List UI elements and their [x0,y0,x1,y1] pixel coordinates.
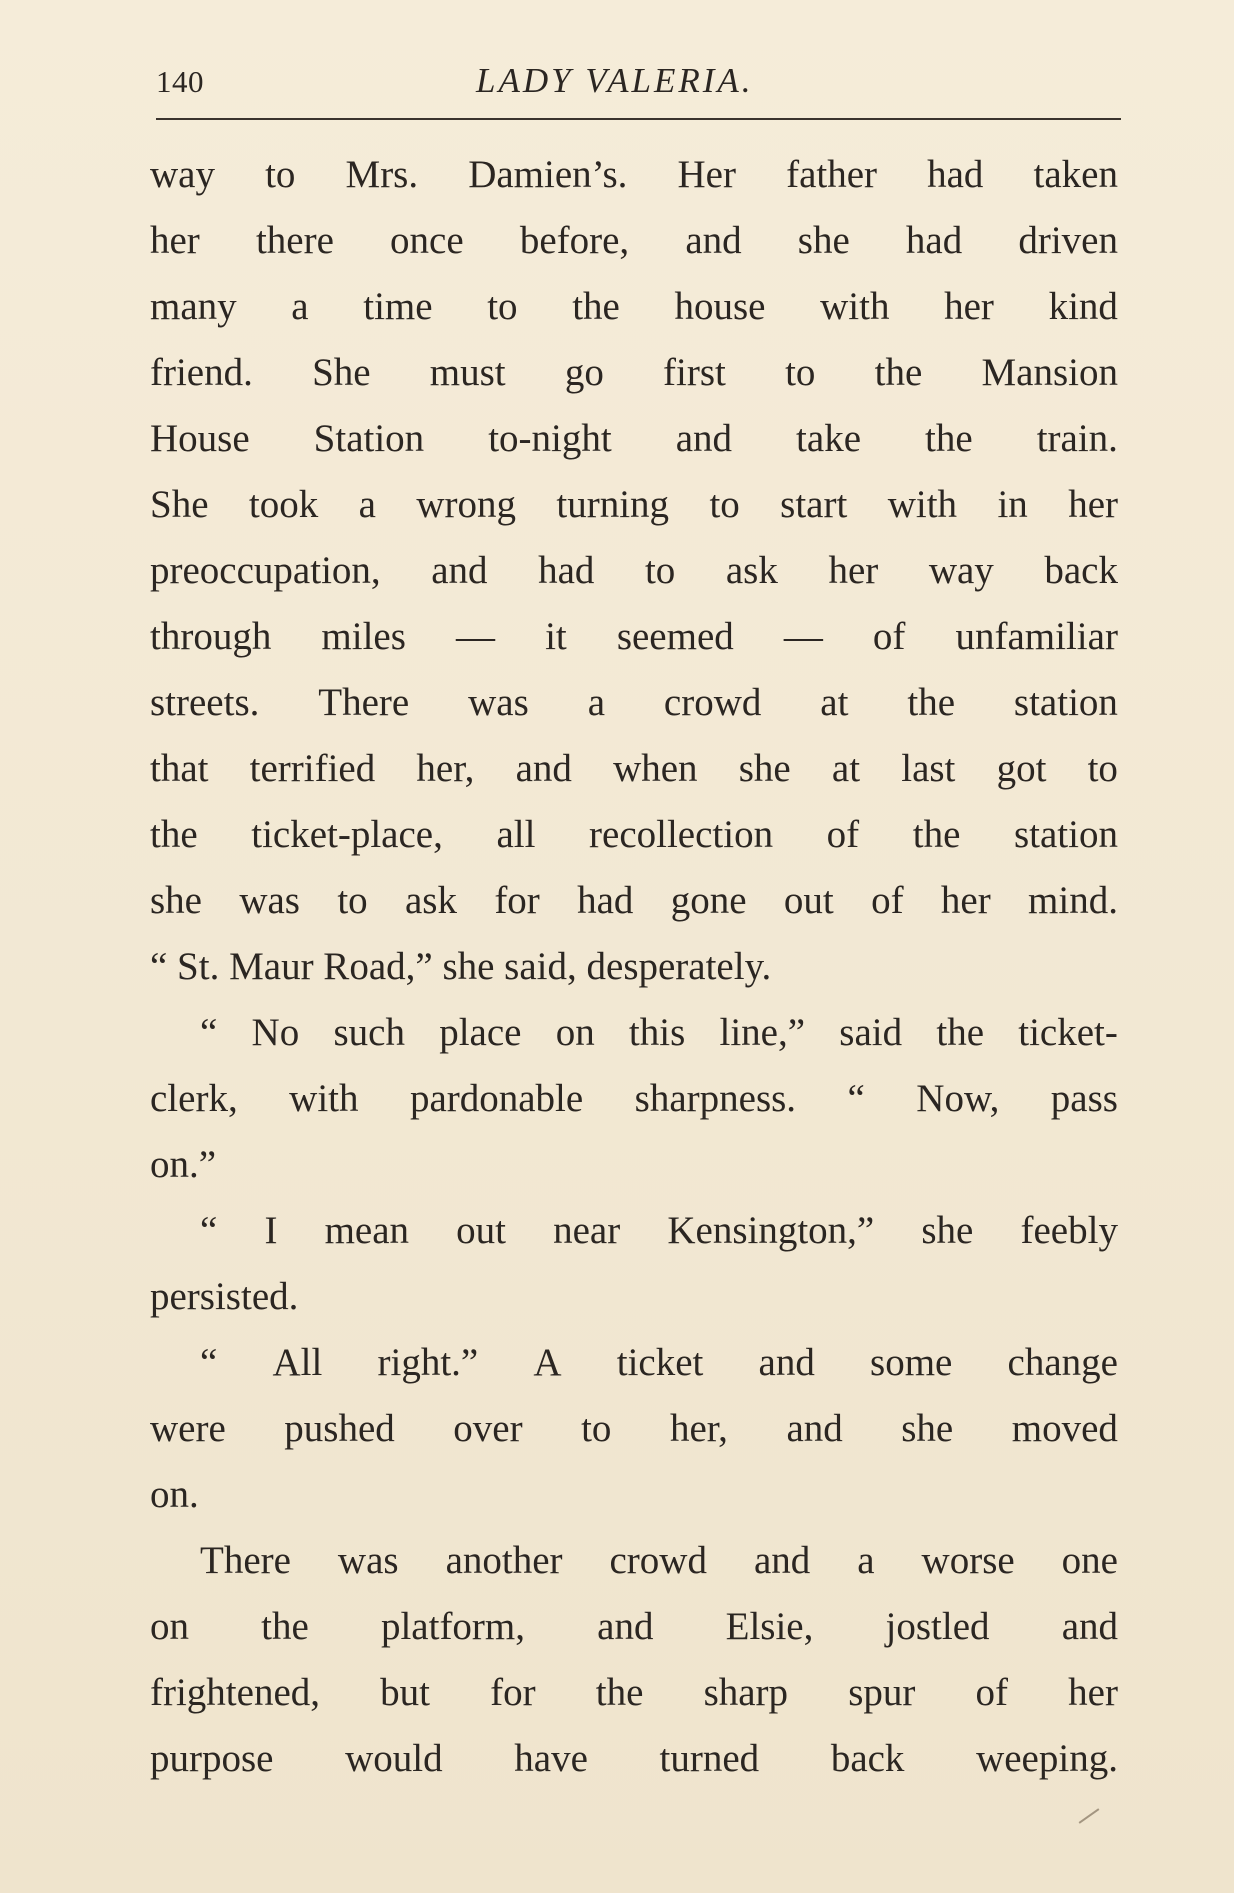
word: some [870,1340,953,1384]
text-line-content: “ St. Maur Road,” she said, desperately. [150,944,772,988]
word: I [264,1208,278,1252]
word: turned [659,1736,760,1780]
text-line-content: on. [150,1472,199,1516]
word: the [261,1604,309,1648]
word: line,” [719,1010,806,1054]
word: was [468,680,529,724]
word: turning [556,482,670,526]
text-line [150,537,1118,603]
text-line [150,1725,1118,1791]
word: this [628,1010,686,1054]
word: through [150,614,272,658]
word: for [490,1670,536,1714]
word: spur [848,1670,916,1714]
text-line [150,603,1118,669]
word: of [975,1670,1008,1714]
word: her [944,284,994,328]
word: was [239,878,300,922]
word: took [248,482,319,526]
word: pardonable [409,1076,584,1120]
word: of [871,878,904,922]
word: would [345,1736,443,1780]
word: friend. [150,350,253,394]
word: to [709,482,740,526]
word: back [830,1736,905,1780]
word: at [831,746,861,790]
word: all [496,812,536,856]
word: she [150,878,202,922]
word: her [150,218,200,262]
word: must [429,350,506,394]
word: a [857,1538,875,1582]
text-line [150,867,1118,933]
text-line [150,339,1118,405]
word: weeping. [976,1736,1118,1780]
word: crowd [663,680,762,724]
word: of [826,812,860,856]
word: of [872,614,906,658]
word: to [265,152,296,196]
word: feebly [1020,1208,1118,1252]
text-line [150,933,1118,999]
text-line [150,1329,1118,1395]
word: had [577,878,634,922]
word: to [644,548,676,592]
word: the [572,284,620,328]
word: many [150,284,237,328]
word: on [150,1604,189,1648]
word: before, [519,218,630,262]
header-rule [156,118,1121,120]
text-line [150,1395,1118,1461]
word: she [738,746,791,790]
word: the [936,1010,985,1054]
word: “ [200,1208,218,1252]
word: and [758,1340,815,1384]
text-line [150,1461,1118,1527]
word: near [553,1208,621,1252]
word: out [783,878,834,922]
word: ask [725,548,778,592]
word: a [358,482,376,526]
page-header [156,56,1121,108]
text-line [150,405,1118,471]
word: way [150,152,215,196]
word: miles [321,614,406,658]
text-line [150,207,1118,273]
word: taken [1033,152,1118,196]
word: mind. [1028,878,1118,922]
text-line [150,669,1118,735]
word: unfamiliar [955,614,1118,658]
word: and [786,1406,843,1450]
text-line [150,1131,1118,1197]
word: a [587,680,606,724]
text-line [150,1065,1118,1131]
word: sharp [703,1670,789,1714]
word: streets. [150,680,260,724]
word: and [597,1604,654,1648]
word: her [1068,482,1118,526]
word: She [150,482,209,526]
word: had [538,548,595,592]
word: way [928,548,994,592]
word: she [797,218,850,262]
word: gone [670,878,747,922]
running-title: LADY VALERIA. [476,61,754,100]
word: had [927,152,984,196]
word: over [453,1406,523,1450]
word: “ [200,1010,218,1054]
word: the [907,680,956,724]
text-line [150,141,1118,207]
word: Mansion [981,350,1118,394]
word: Damien’s. [468,152,628,196]
word: last [901,746,956,790]
word: platform, [380,1604,526,1648]
word: time [363,284,433,328]
word: her [828,548,879,592]
word: station [1013,812,1118,856]
page-number: 140 [156,64,204,99]
text-line [150,273,1118,339]
word: ask [404,878,457,922]
word: in [997,482,1028,526]
word: driven [1018,218,1118,262]
word: jostled [885,1604,990,1648]
word: and [431,548,488,592]
word: There [318,680,410,724]
word: frightened, [150,1670,321,1714]
word: the [925,416,973,460]
word: on [555,1010,595,1054]
word: station [1013,680,1118,724]
word: first [663,350,726,394]
word: terrified [249,746,376,790]
text-line [150,735,1118,801]
word: father [786,152,878,196]
word: were [150,1406,226,1450]
word: moved [1011,1406,1118,1450]
word: kind [1048,284,1118,328]
body-text [150,141,1118,1791]
word: at [820,680,849,724]
word: and [753,1538,811,1582]
text-line-content: on.” [150,1142,217,1186]
word: to [487,284,518,328]
word: change [1007,1340,1118,1384]
word: house [674,284,766,328]
word: ticket- [1018,1010,1118,1054]
word: Elsie, [725,1604,814,1648]
word: with [289,1076,359,1120]
word: a [291,284,309,328]
word: wrong [416,482,516,526]
word: — [783,614,823,658]
word: to [1087,746,1118,790]
word: Kensington,” [667,1208,875,1252]
word: clerk, [150,1076,238,1120]
word: preoccupation, [150,548,381,592]
word: for [494,878,540,922]
text-line [150,1263,1118,1329]
word: out [456,1208,506,1252]
word: purpose [150,1736,274,1780]
text-line [150,1593,1118,1659]
word: She [312,350,371,394]
word: she [921,1208,974,1252]
word: Now, [916,1076,1000,1120]
word: the [912,812,961,856]
word: but [380,1670,430,1714]
word: one [1061,1538,1118,1582]
word: Her [677,152,736,196]
word: — [455,614,495,658]
word: her [940,878,991,922]
text-line [150,471,1118,537]
word: the [595,1670,644,1714]
word: another [445,1538,563,1582]
paper-mark [1079,1808,1100,1823]
word: with [820,284,890,328]
word: recollection [589,812,774,856]
text-line-content: persisted. [150,1274,299,1318]
word: sharpness. [634,1076,797,1120]
text-line [150,999,1118,1065]
word: and [1061,1604,1118,1648]
word: train. [1036,416,1118,460]
word: got [996,746,1047,790]
word: A [533,1340,562,1384]
word: right.” [377,1340,479,1384]
word: place [439,1010,522,1054]
word: to-night [488,416,612,460]
word: There [200,1538,291,1582]
word: pass [1050,1076,1118,1120]
word: “ [847,1076,865,1120]
word: All [272,1340,323,1384]
word: and [685,218,742,262]
word: take [796,416,862,460]
word: said [839,1010,903,1054]
word: such [333,1010,405,1054]
word: the [874,350,923,394]
word: go [564,350,604,394]
word: there [255,218,334,262]
word: and [675,416,733,460]
word: to [337,878,368,922]
word: her, [669,1406,728,1450]
word: pushed [284,1406,395,1450]
text-line [150,1197,1118,1263]
word: once [390,218,464,262]
word: Mrs. [345,152,419,196]
word: when [613,746,698,790]
word: and [515,746,572,790]
word: with [887,482,958,526]
word: that [150,746,209,790]
text-line [150,801,1118,867]
word: start [780,482,848,526]
word: Station [313,416,425,460]
word: the [150,812,198,856]
word: was [337,1538,399,1582]
word: it [545,614,567,658]
word: had [905,218,963,262]
word: seemed [616,614,734,658]
word: her [1068,1670,1118,1714]
word: ticket [616,1340,704,1384]
word: she [901,1406,954,1450]
word: House [150,416,250,460]
word: No [251,1010,300,1054]
word: back [1044,548,1118,592]
word: to [785,350,816,394]
word: worse [921,1538,1015,1582]
word: mean [324,1208,410,1252]
text-line [150,1659,1118,1725]
word: to [581,1406,612,1450]
word: crowd [609,1538,707,1582]
text-line [150,1527,1118,1593]
word: ticket-place, [251,812,443,856]
word: have [514,1736,588,1780]
word: her, [416,746,475,790]
word: “ [200,1340,218,1384]
